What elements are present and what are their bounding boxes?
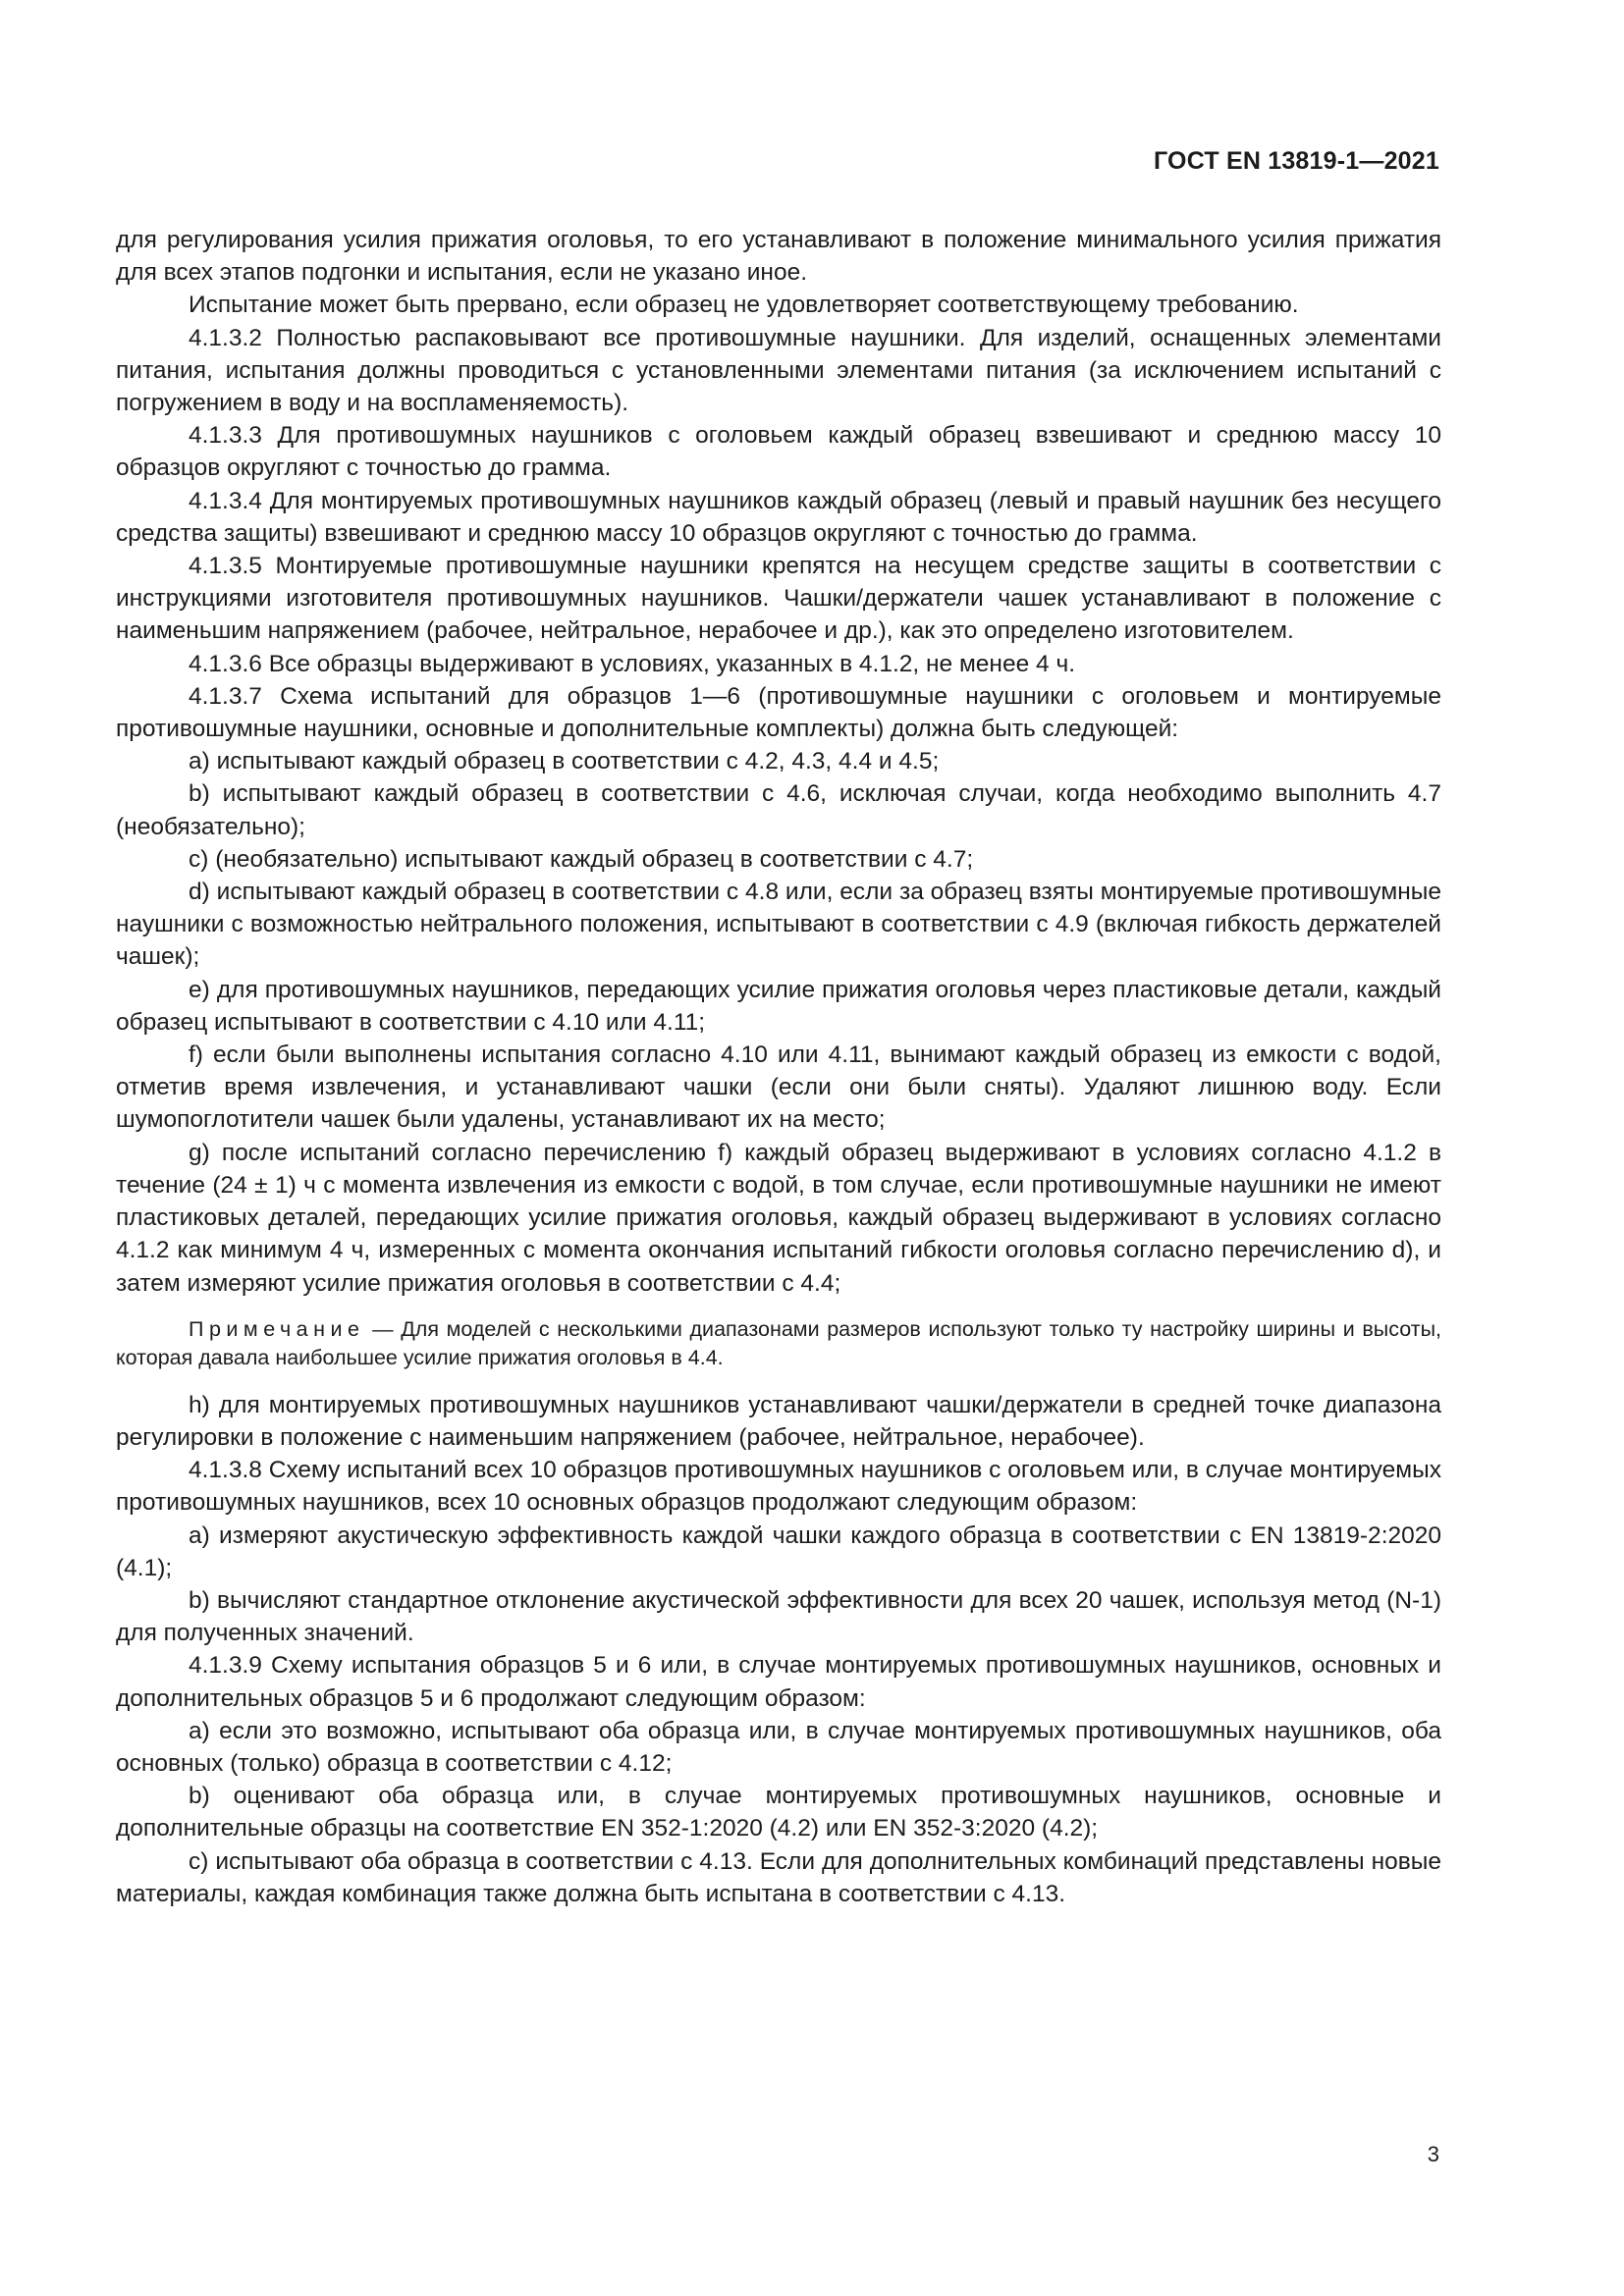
clause-4-1-3-3: 4.1.3.3 Для противошумных наушников с оголовьем каждый образец взвешивают и среднюю массу 10 образцов округляют с точностью до грамма. xyxy=(116,422,1441,482)
document-body xyxy=(116,224,1441,1910)
list-item-f: f) если были выполнены испытания согласно 4.10 или 4.11, вынимают каждый образец из емкости с водой, отметив время извлечения, и устанавливают чашки (если они были сняты). Удаляют лишнюю воду. Если шумопоглотители чашек были удалены, устанавливают их на место; xyxy=(116,1041,1441,1134)
list-item-b-second: b) вычисляют стандартное отклонение акустической эффективности для всех 20 чашек, используя метод (N-1) для полученных значений. xyxy=(116,1586,1441,1647)
list-item-a-second: a) измеряют акустическую эффективность каждой чашки каждого образца в соответствии с EN 13819-2:2020 (4.1); xyxy=(116,1522,1441,1581)
list-item-g: g) после испытаний согласно перечислению f) каждый образец выдерживают в условиях согласно 4.1.2 в течение (24 ± 1) ч с момента извлечения из емкости с водой, в том случае, если противошумные наушники не имеют пластиковых деталей, передающих усилие прижатия оголовья, каждый образец выдерживают в условиях согласно 4.1.2 как минимум 4 ч, измеренных с момента окончания испытаний гибкости оголовья согласно перечислению d), и затем измеряют усилие прижатия оголовья в соответствии с 4.4; xyxy=(116,1139,1441,1297)
page-number: 3 xyxy=(1427,2142,1439,2166)
list-item-c: c) (необязательно) испытывают каждый образец в соответствии с 4.7; xyxy=(189,845,974,873)
clause-4-1-3-8: 4.1.3.8 Схему испытаний всех 10 образцов противошумных наушников с оголовьем или, в случае монтируемых противошумных наушников, всех 10 основных образцов продолжают следующим образом: xyxy=(116,1457,1441,1517)
list-item-e: e) для противошумных наушников, передающих усилие прижатия оголовья через пластиковые детали, каждый образец испытывают в соответствии с 4.10 или 4.11; xyxy=(116,976,1441,1036)
list-item-b-third: b) оценивают оба образца или, в случае монтируемых противошумных наушников, основные и дополнительные образцы на соответствие EN 352-1:2020 (4.2) или EN 352-3:2020 (4.2); xyxy=(116,1783,1441,1842)
list-item-b: b) испытывают каждый образец в соответствии с 4.6, исключая случаи, когда необходимо выполнить 4.7 (необязательно); xyxy=(116,780,1441,840)
note-paragraph xyxy=(116,1315,1441,1373)
clause-4-1-3-9: 4.1.3.9 Схему испытания образцов 5 и 6 или, в случае монтируемых противошумных наушников, основных и дополнительных образцов 5 и 6 продолжают следующим образом: xyxy=(116,1652,1441,1712)
paragraph-continuation: для регулирования усилия прижатия оголовья, то его устанавливают в положение минимального усилия прижатия для всех этапов подгонки и испытания, если не указано иное. xyxy=(116,227,1441,287)
clause-4-1-3-2: 4.1.3.2 Полностью распаковывают все противошумные наушники. Для изделий, оснащенных элементами питания, испытания должны проводиться с установленными элементами питания (за исключением испытаний с погружением в воду и на воспламеняемость). xyxy=(116,324,1441,417)
clause-4-1-3-7: 4.1.3.7 Схема испытаний для образцов 1—6 (противошумные наушники с оголовьем и монтируемые противошумные наушники, основные и дополнительные комплекты) должна быть следующей: xyxy=(116,682,1441,743)
document-code-header: ГОСТ EN 13819-1—2021 xyxy=(1154,147,1439,175)
list-item-c-third: c) испытывают оба образца в соответствии с 4.13. Если для дополнительных комбинаций представлены новые материалы, каждая комбинация также должна быть испытана в соответствии с 4.13. xyxy=(116,1847,1441,1907)
list-item-h: h) для монтируемых противошумных наушников устанавливают чашки/держатели в средней точке диапазона регулировки в положение с наименьшим напряжением (рабочее, нейтральное, нерабочее). xyxy=(116,1391,1441,1451)
list-item-a-third: a) если это возможно, испытывают оба образца или, в случае монтируемых противошумных наушников, оба основных (только) образца в соответствии с 4.12; xyxy=(116,1717,1441,1777)
clause-4-1-3-6: 4.1.3.6 Все образцы выдерживают в условиях, указанных в 4.1.2, не менее 4 ч. xyxy=(189,650,1076,677)
note-text: — Для моделей с несколькими диапазонами размеров используют только ту настройку ширины и высоты, которая давала наибольшее усилие прижатия оголовья в 4.4. xyxy=(116,1316,1441,1370)
paragraph-test-interrupt: Испытание может быть прервано, если образец не удовлетворяет соответствующему требованию. xyxy=(189,292,1299,319)
clause-4-1-3-5: 4.1.3.5 Монтируемые противошумные наушники крепятся на несущем средстве защиты в соответствии с инструкциями изготовителя противошумных наушников. Чашки/держатели чашек устанавливают в положение с наименьшим напряжением (рабочее, нейтральное, нерабочее и др.), как это определено изготовителем. xyxy=(116,553,1441,645)
list-item-a: a) испытывают каждый образец в соответствии с 4.2, 4.3, 4.4 и 4.5; xyxy=(189,748,940,775)
list-item-d: d) испытывают каждый образец в соответствии с 4.8 или, если за образец взяты монтируемые противошумные наушники с возможностью нейтрального положения, испытывают в соответствии с 4.9 (включая гибкость держателей чашек); xyxy=(116,879,1441,971)
clause-4-1-3-4: 4.1.3.4 Для монтируемых противошумных наушников каждый образец (левый и правый наушник без несущего средства защиты) взвешивают и среднюю массу 10 образцов округляют с точностью до грамма. xyxy=(116,487,1441,547)
note-label: Примечание xyxy=(189,1316,365,1341)
